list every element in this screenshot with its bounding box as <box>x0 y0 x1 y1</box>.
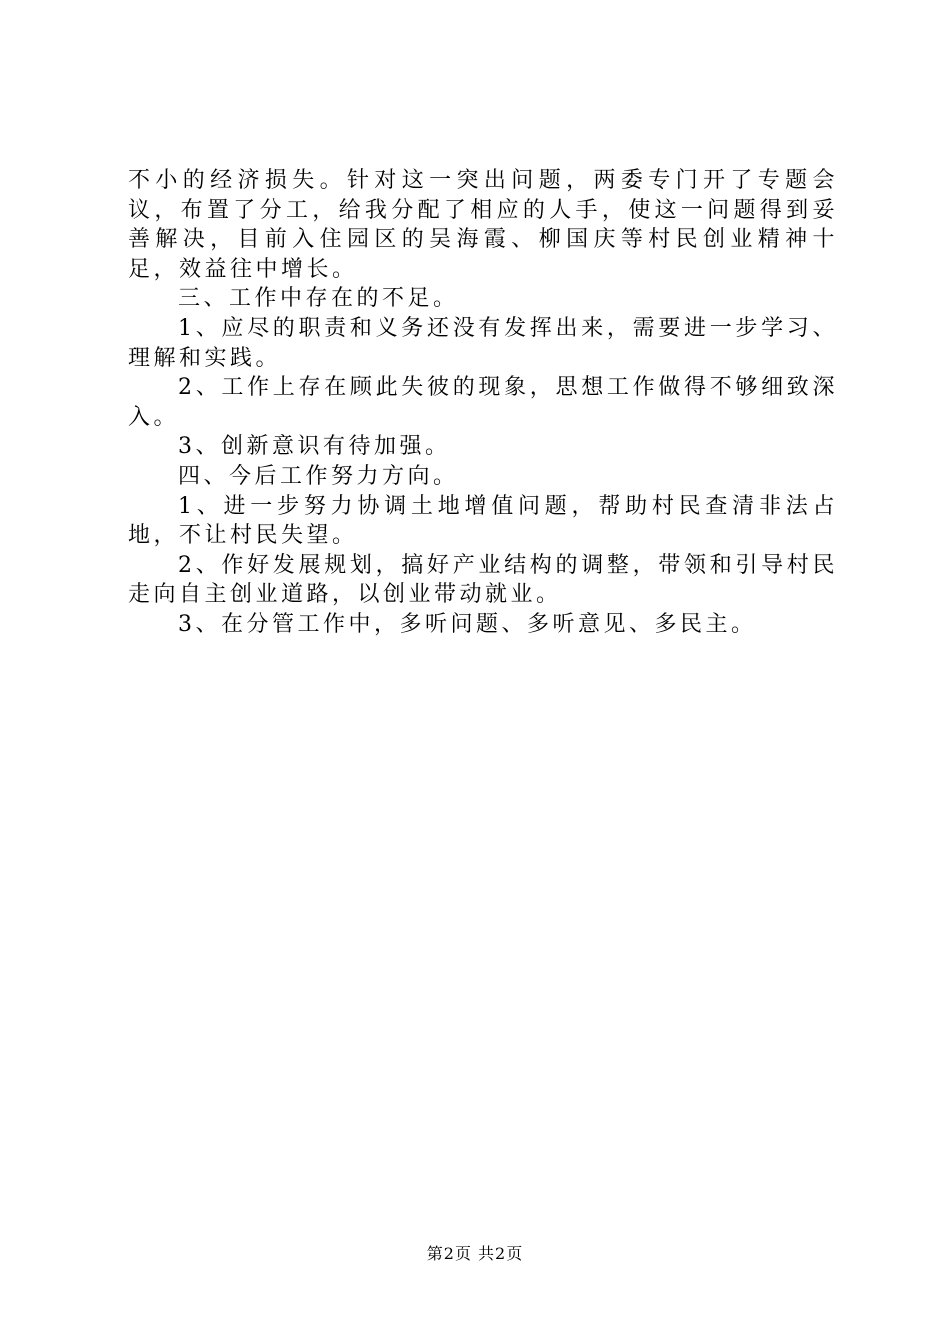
direction-item-3: 3、在分管工作中，多听问题、多听意见、多民主。 <box>178 611 757 637</box>
shortcoming-item-3: 3、创新意识有待加强。 <box>178 434 451 460</box>
page-number-footer: 第2页 共2页 <box>426 1244 524 1263</box>
direction-item-1: 1、进一步努力协调土地增值问题，帮助村民查清非法占地，不让村民失望。 <box>128 493 838 549</box>
direction-item-2: 2、作好发展规划，搞好产业结构的调整，带领和引导村民走向自主创业道路，以创业带动就业。 <box>128 552 838 608</box>
section-heading-future-direction: 四、今后工作努力方向。 <box>178 463 459 489</box>
shortcoming-item-1: 1、应尽的职责和义务还没有发挥出来，需要进一步学习、理解和实践。 <box>128 315 838 371</box>
paragraph-continued: 不小的经济损失。针对这一突出问题，两委专门开了专题会议，布置了分工，给我分配了相应的人手，使这一问题得到妥善解决，目前入住园区的吴海霞、柳国庆等村民创业精神十足，效益往中增长。 <box>128 168 838 282</box>
section-heading-shortcomings: 三、工作中存在的不足。 <box>178 286 459 312</box>
shortcoming-item-2: 2、工作上存在顾此失彼的现象，思想工作做得不够细致深入。 <box>128 375 838 430</box>
document-body <box>128 166 838 640</box>
